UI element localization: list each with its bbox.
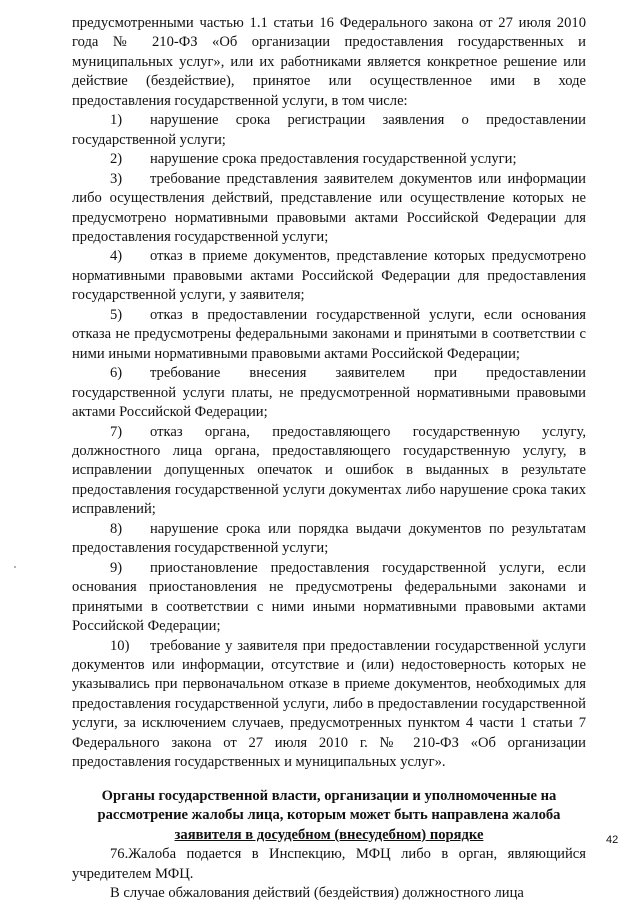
paragraph-continued: В случае обжалования действий (бездействия) должностного лица bbox=[110, 885, 524, 902]
item-number: 2) bbox=[110, 151, 123, 168]
item-text: отказ в приеме документов, представление которых предусмотрено нормативными правовыми актами Российской Федерации для предоставления государственной услуги, у заявителя; bbox=[72, 248, 586, 304]
item-number: 9) bbox=[110, 559, 123, 576]
item-number: 1) bbox=[110, 112, 123, 129]
heading-line-2: заявителя в досудебном (внесудебном) порядке bbox=[174, 826, 484, 843]
item-text: нарушение срока предоставления государственной услуги; bbox=[150, 151, 517, 168]
item-number: 6) bbox=[110, 365, 123, 382]
item-number: 5) bbox=[110, 306, 123, 323]
item-number: 7) bbox=[110, 423, 123, 440]
list-item bbox=[72, 559, 586, 637]
item-text: нарушение срока или порядка выдачи документов по результатам предоставления государственной услуги; bbox=[72, 520, 586, 557]
list-item bbox=[72, 637, 586, 773]
page-number: 42 bbox=[606, 834, 619, 846]
paragraph-76: 76.Жалоба подается в Инспекцию, МФЦ либо в орган, являющийся учредителем МФЦ. bbox=[72, 846, 586, 882]
list-item bbox=[72, 423, 586, 520]
section-heading bbox=[72, 787, 586, 846]
list-item bbox=[72, 111, 586, 150]
item-text: требование у заявителя при предоставлении государственной услуги документов или информации, отсутствие и (или) недостоверность которых не указывались при первоначальном отказе в приеме документов, необходимых для предоставления государственной услуги, либо в предоставлении государственной услуги, за исключением случаев, предусмотренных пунктом 4 части 1 статьи 7 Федерального закона от 27 июля 2010 г. № 210-ФЗ «Об организации предоставления государственных и муниципальных услуг». bbox=[72, 637, 586, 771]
list-item bbox=[72, 170, 586, 248]
list-item bbox=[72, 306, 586, 364]
scan-speck bbox=[14, 566, 16, 568]
item-text: нарушение срока регистрации заявления о предоставлении государственной услуги; bbox=[72, 112, 586, 148]
item-text: приостановление предоставления государственной услуги, если основания приостановления не предусмотрены федеральными законами и принятыми в соответствии с ними иными нормативными правовыми актами Российской Федерации; bbox=[72, 559, 586, 635]
item-text: отказ в предоставлении государственной услуги, если основания отказа не предусмотрены федеральными законами и принятыми в соответствии с ними иными нормативными правовыми актами Российской Федерации; bbox=[72, 306, 586, 362]
item-text: требование представления заявителем документов или информации либо осуществления действий, представление или осуществление которых не предусмотрено нормативными правовыми актами Российской Федерации для предоставления государственной услуги; bbox=[72, 170, 586, 245]
item-number: 10) bbox=[110, 637, 130, 654]
violations-list bbox=[72, 111, 586, 772]
item-text: требование внесения заявителем при предоставлении государственной услуги платы, не предусмотренной нормативными правовыми актами Российской Федерации; bbox=[72, 365, 586, 421]
item-text: отказ органа, предоставляющего государственную услугу, должностного лица органа, предоставляющего государственную услугу, в исправлении допущенных опечаток и ошибок в выданных в результате предоставления государственной услуги документах либо нарушение срока таких исправлений; bbox=[72, 423, 586, 518]
list-item bbox=[72, 520, 586, 559]
list-item bbox=[72, 150, 586, 169]
list-item bbox=[72, 364, 586, 422]
item-number: 3) bbox=[110, 170, 123, 187]
heading-line-1: Органы государственной власти, организации и уполномоченные на рассмотрение жалобы лица, которым может быть направлена жалоба bbox=[97, 787, 561, 824]
item-number: 8) bbox=[110, 520, 123, 537]
document-page bbox=[72, 14, 586, 904]
list-item bbox=[72, 247, 586, 305]
item-number: 4) bbox=[110, 248, 123, 265]
intro-paragraph: предусмотренными частью 1.1 статьи 16 Федерального закона от 27 июля 2010 года № 210-ФЗ «Об организации предоставления государственных и муниципальных услуг», или их работниками является конкретное решение или действие (бездействие), принятое или осуществленное ими в ходе предоставления государственной услуги, в том числе: bbox=[72, 15, 586, 109]
